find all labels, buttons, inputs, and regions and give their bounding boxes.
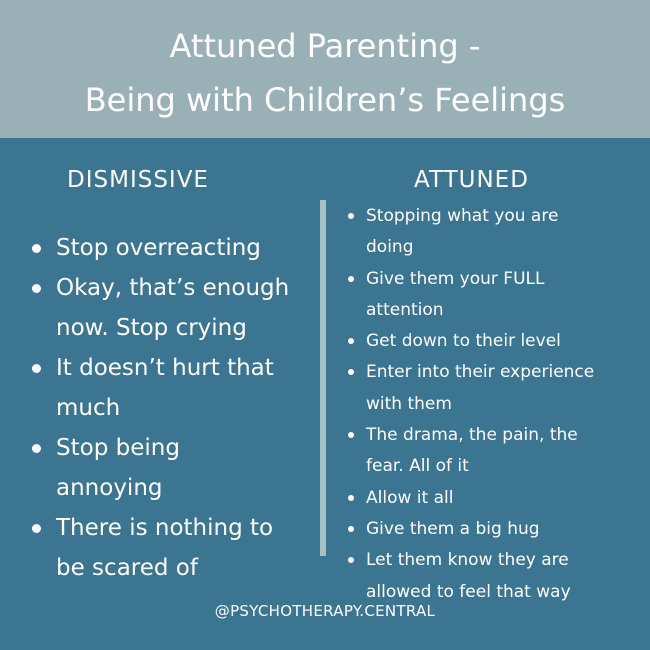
title-banner xyxy=(0,0,650,138)
list-item xyxy=(346,326,636,357)
list-item xyxy=(346,420,636,483)
bullet-icon xyxy=(32,284,41,293)
list-item-text: Stopping what you are xyxy=(366,206,559,226)
list-item xyxy=(346,264,636,327)
list-item-text: It doesn’t hurt that xyxy=(56,355,274,381)
list-item xyxy=(346,201,636,264)
list-item-text: Stop being xyxy=(56,435,180,461)
list-item-text: Give them your FULL xyxy=(366,268,545,289)
footer-handle: @PSYCHOTHERAPY.CENTRAL xyxy=(214,602,436,620)
list-item-text: annoying xyxy=(56,475,163,501)
list-item-text: fear. All of it xyxy=(366,456,469,477)
bullet-icon xyxy=(32,444,41,453)
list-item-text: The drama, the pain, the xyxy=(366,425,578,446)
list-item-text: allowed to feel that way xyxy=(366,581,571,602)
bullet-icon xyxy=(348,495,354,501)
list-item xyxy=(30,348,312,428)
list-item-text: Enter into their experience xyxy=(366,362,595,383)
list-item-text: with them xyxy=(366,393,452,414)
list-item xyxy=(346,545,636,608)
title-line-1: Attuned Parenting - xyxy=(169,27,481,65)
list-item-text: Let them know they are xyxy=(366,550,569,571)
dismissive-list xyxy=(30,228,312,588)
bullet-icon xyxy=(348,526,354,532)
attuned-list xyxy=(346,201,636,608)
title-line-2: Being with Children’s Feelings xyxy=(84,81,566,119)
list-item-text: now. Stop crying xyxy=(56,315,247,341)
list-item xyxy=(30,268,312,348)
bullet-icon xyxy=(348,432,354,438)
list-item-text: be scared of xyxy=(56,555,198,581)
bullet-icon xyxy=(348,276,354,282)
dismissive-heading: DISMISSIVE xyxy=(67,167,209,193)
list-item-text: There is nothing to xyxy=(56,515,274,541)
list-item xyxy=(30,508,312,588)
list-item xyxy=(346,357,636,420)
attuned-heading: ATTUNED xyxy=(414,167,529,193)
bullet-icon xyxy=(348,369,354,375)
list-item xyxy=(30,428,312,508)
bullet-icon xyxy=(348,213,354,219)
list-item-text: Allow it all xyxy=(366,487,454,508)
list-item-text: Stop overreacting xyxy=(56,235,261,261)
list-item-text: doing xyxy=(366,237,414,258)
list-item xyxy=(346,514,636,545)
list-item xyxy=(30,228,312,268)
bullet-icon xyxy=(348,338,354,344)
bullet-icon xyxy=(32,244,41,253)
list-item-text: Okay, that’s enough xyxy=(56,275,290,301)
bullet-icon xyxy=(32,364,41,373)
list-item-text: Give them a big hug xyxy=(366,518,540,539)
column-divider xyxy=(320,200,326,556)
list-item-text: much xyxy=(56,395,121,421)
bullet-icon xyxy=(32,524,41,533)
bullet-icon xyxy=(348,557,354,563)
list-item-text: attention xyxy=(366,299,444,320)
list-item xyxy=(346,483,636,514)
list-item-text: Get down to their level xyxy=(366,331,561,352)
